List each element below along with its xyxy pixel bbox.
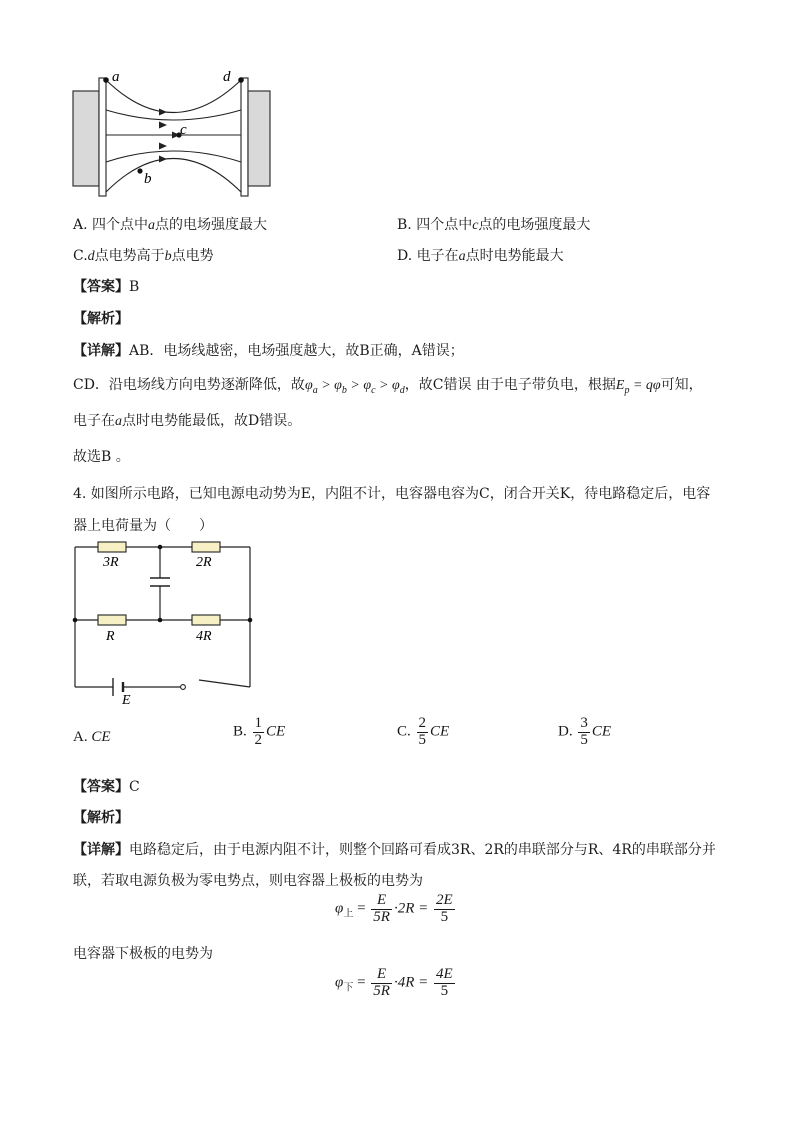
junction (158, 618, 163, 623)
q3-answer: 【答案】B (73, 279, 140, 295)
q3-analysis-tag: 【解析】 (73, 311, 129, 327)
q4-lower-plate-text: 电容器下极板的电势为 (73, 946, 213, 962)
junction (73, 618, 78, 623)
left-plate (99, 78, 106, 196)
equation-lower-plate: $\varphi_下$ = $\frac{E}{5R}$ ·4R = $\frac{4E}{5}$ (335, 966, 453, 999)
q3-option-a: A. 四个点中a点的电场强度最大 (73, 217, 268, 233)
field-line (106, 159, 241, 193)
fraction: $\frac{3}{5}$ (580, 715, 588, 748)
resistor-r (98, 615, 126, 625)
junction (248, 618, 253, 623)
fraction: $\frac{4E}{5}$ (436, 966, 453, 999)
left-electrode (73, 91, 99, 186)
right-plate (241, 78, 248, 196)
wire (75, 680, 250, 687)
label-d: d (223, 70, 231, 85)
field-line (106, 151, 241, 162)
phi-chain: $\varphi_a > \varphi_b > \varphi_c > \varphi_d$ (304, 378, 405, 396)
label-3r: 3R (103, 555, 119, 570)
q4-stem-line1: 4. 如图所示电路，已知电源电动势为E，内阻不计，电容器电容为C，闭合开关K，待电路稳定后，电容 (73, 486, 711, 502)
resistor-4r (192, 615, 220, 625)
fraction: $\frac{1}{2}$ (254, 715, 263, 748)
right-electrode (248, 91, 270, 186)
label-4r: 4R (196, 629, 212, 644)
field-lines-figure (70, 70, 280, 200)
q4-option-b: B. $\frac{1}{2}$ CE (233, 715, 286, 748)
arrow-icon (159, 109, 167, 116)
point-b (137, 168, 142, 173)
q3-conclusion: 故选B 。 (73, 449, 130, 465)
q4-option-c: C. $\frac{2}{5}$ CE (397, 715, 450, 748)
arrow-icon (159, 122, 167, 129)
q4-option-a: A. CE (73, 729, 111, 745)
q3-detail-line1: 【详解】AB．电场线越密，电场强度越大，故B正确，A错误； (73, 343, 464, 359)
label-2r: 2R (196, 555, 212, 570)
resistor-2r (192, 542, 220, 552)
label-a: a (112, 70, 120, 85)
point-a (103, 77, 109, 83)
equation-upper-plate: $\varphi_上$ = $\frac{E}{5R}$ ·2R = $\frac{2E}{5}$ (335, 892, 453, 925)
q3-option-d: D. 电子在a点时电势能最大 (397, 248, 564, 264)
q3-option-c: C.d点电势高于b点电势 (73, 248, 214, 264)
q3-detail-line2: CD．沿电场线方向电势逐渐降低，故$\varphi_a > \varphi_b > \varphi_c > \varphi_d$，故C错误 由于电子带负电，根据$E_p = q\varphi$可知， (73, 377, 703, 396)
arrow-icon (159, 156, 167, 163)
q4-answer: 【答案】C (73, 779, 140, 795)
arrow-icon (159, 143, 167, 150)
fraction: $\frac{2}{5}$ (418, 715, 427, 748)
fraction: $\frac{E}{5R}$ (373, 966, 390, 999)
resistor-3r (98, 542, 126, 552)
fraction: $\frac{E}{5R}$ (373, 892, 390, 925)
q4-stem-line2: 器上电荷量为（ ） (73, 518, 213, 534)
field-line (106, 110, 241, 120)
q4-detail-line2: 联，若取电源负极为零电势点，则电容器上极板的电势为 (73, 873, 423, 889)
switch-contact (181, 685, 186, 690)
label-e: E (122, 693, 131, 708)
circuit-diagram (70, 538, 260, 708)
point-d (238, 77, 244, 83)
q4-detail-line1: 【详解】电路稳定后，由于电源内阻不计，则整个回路可看成3R、2R的串联部分与R、4R的串联部分并 (73, 842, 716, 858)
q4-option-d: D. $\frac{3}{5}$ CE (558, 715, 612, 748)
ep-formula: $E_p = q\varphi$ (615, 378, 661, 396)
label-b: b (144, 171, 152, 187)
q3-option-b: B. 四个点中c点的电场强度最大 (397, 217, 591, 233)
label-c: c (180, 122, 187, 138)
fraction: $\frac{2E}{5}$ (436, 892, 453, 925)
q4-analysis-tag: 【解析】 (73, 810, 129, 826)
junction (158, 545, 163, 550)
field-line (106, 80, 241, 113)
q3-detail-line3: 电子在a点时电势能最低，故D错误。 (73, 413, 302, 429)
label-r: R (106, 629, 115, 644)
